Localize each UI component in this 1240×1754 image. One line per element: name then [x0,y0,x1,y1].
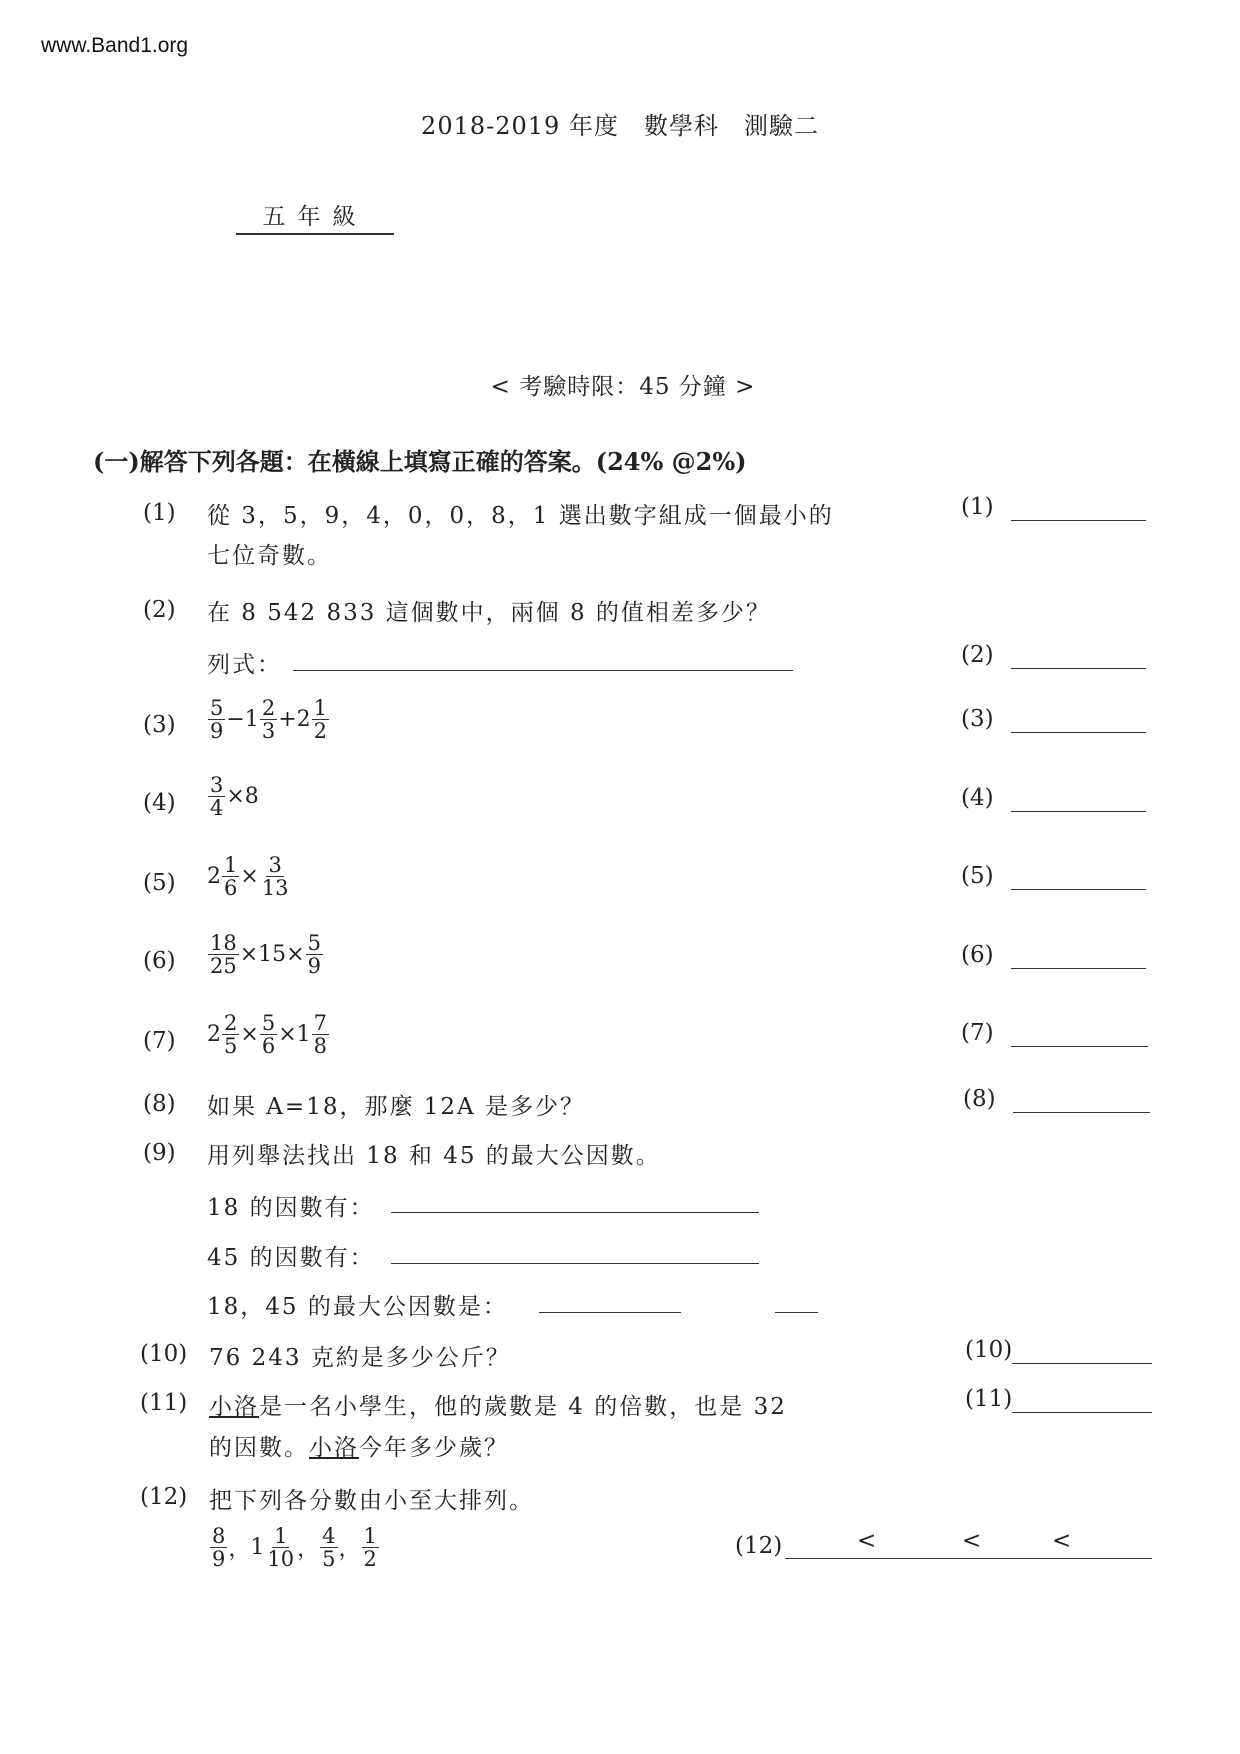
fraction [222,854,239,899]
denominator: 4 [210,796,224,821]
q2-answer-line[interactable] [1011,646,1146,669]
q12-text: 把下列各分數由小至大排列。 [209,1488,534,1514]
q11-text-line2 [209,1429,509,1462]
q7-expression [207,1012,330,1057]
numerator: 1 [313,696,327,720]
denominator: 2 [363,1547,377,1572]
q5-number: (5) [143,870,176,896]
denominator: 2 [313,719,327,744]
q11-text-pre: 的因數。 [209,1435,309,1461]
denominator: 25 [210,954,237,979]
q10-text: 76 243 克約是多少公斤？ [209,1345,511,1371]
q9-sub3-line-end [775,1290,818,1313]
denominator: 5 [224,1034,238,1059]
less-than-sign: < [1052,1528,1072,1554]
denominator: 3 [261,719,276,744]
q7-number: (7) [143,1028,176,1054]
q9-sub2-label: 45 的因數有： [207,1245,375,1271]
operator: ×8 [226,784,259,810]
numerator: 3 [210,773,224,797]
exam-title: 2018-2019 年度 數學科 測驗二 [421,112,819,140]
name-underlined: 小洛 [309,1435,359,1461]
q7-answer-label: (7) [961,1020,994,1046]
fraction [362,1525,379,1570]
numerator: 2 [224,1011,238,1035]
numerator: 7 [313,1011,327,1035]
denominator: 9 [212,1547,226,1572]
fraction [208,697,225,742]
q4-answer-label: (4) [961,785,994,811]
q2-text: 在 8 542 833 這個數中，兩個 8 的值相差多少？ [207,600,771,626]
denominator: 9 [210,719,224,744]
q6-answer-line[interactable] [1011,946,1146,969]
q11-number: (11) [140,1390,188,1416]
fraction [312,697,329,742]
q10-answer-line[interactable] [1012,1341,1152,1364]
less-than-sign: < [857,1528,877,1554]
q9-text: 用列舉法找出 18 和 45 的最大公因數。 [207,1143,661,1169]
fraction [260,697,277,742]
fraction [210,1525,227,1570]
fraction [306,932,323,977]
fraction [312,1012,329,1057]
q3-expression [207,697,330,742]
q2-formula-label: 列式： [207,652,282,678]
grade-label: 五年級 [236,198,394,235]
q8-answer-label: (8) [963,1086,996,1112]
q4-expression [207,774,259,819]
fraction [208,774,225,819]
numerator: 18 [210,931,237,955]
denominator: 9 [307,954,321,979]
section-heading: (一)解答下列各題：在橫線上填寫正確的答案。(24% @2%) [93,447,747,476]
q1-text: 從 3，5，9，4，0，0，8，1 選出數字組成一個最小的 [207,503,834,529]
q6-answer-label: (6) [961,942,994,968]
q4-number: (4) [143,790,176,816]
q3-answer-label: (3) [961,706,994,732]
numerator: 1 [363,1524,377,1548]
q3-answer-line[interactable] [1011,710,1146,733]
operator: × [240,864,259,890]
numerator: 5 [261,1011,276,1035]
q8-answer-line[interactable] [1013,1090,1150,1113]
q9-number: (9) [143,1140,176,1166]
q9-sub3-label: 18，45 的最大公因數是： [207,1294,508,1320]
numerator: 8 [212,1524,226,1548]
denominator: 13 [261,876,289,901]
whole-number: 2 [207,1022,221,1048]
q12-fractions [209,1525,380,1570]
q3-number: (3) [143,712,176,738]
fraction [260,854,291,899]
q8-number: (8) [143,1091,176,1117]
separator: ， [338,1537,361,1563]
q5-answer-line[interactable] [1011,867,1146,890]
less-than-sign: < [962,1528,982,1554]
q5-answer-label: (5) [961,863,994,889]
q12-number: (12) [140,1484,188,1510]
q10-number: (10) [140,1341,188,1367]
q4-answer-line[interactable] [1011,789,1146,812]
numerator: 3 [268,853,282,877]
numerator: 5 [210,696,224,720]
q11-text-rest: 今年多少歲？ [359,1435,509,1461]
denominator: 6 [261,1034,276,1059]
numerator: 5 [307,931,321,955]
numerator: 1 [274,1524,288,1548]
operator: ×15× [239,942,305,968]
denominator: 6 [224,876,238,901]
whole-number: 1 [250,1535,265,1561]
fraction [222,1012,239,1057]
q6-expression [207,932,324,977]
q11-text [209,1388,787,1421]
q9-sub1-label: 18 的因數有： [207,1195,375,1221]
operator: × [240,1022,259,1048]
fraction [265,1525,296,1570]
q9-sub2-line[interactable] [391,1241,759,1264]
q1-number: (1) [143,500,176,526]
whole-number: 2 [207,864,221,890]
name-underlined: 小洛 [209,1394,259,1420]
q9-sub3-line[interactable] [539,1290,681,1313]
operator: −1 [226,707,259,733]
q1-answer-label: (1) [961,494,994,520]
fraction [320,1525,337,1570]
watermark: www.Band1.org [41,34,189,57]
fraction [208,932,239,977]
denominator: 8 [313,1034,327,1059]
q11-answer-label: (11) [965,1386,1013,1412]
q2-formula-line[interactable] [293,648,793,671]
denominator: 5 [322,1547,336,1572]
separator: ， [228,1537,251,1563]
q7-answer-line[interactable] [1011,1024,1148,1047]
q9-sub1-line[interactable] [391,1190,759,1213]
q2-number: (2) [143,597,176,623]
operator: ×1 [278,1022,311,1048]
fraction [260,1012,277,1057]
q12-answer-label: (12) [735,1533,783,1559]
operator: +2 [278,707,311,733]
q1-answer-line[interactable] [1011,498,1146,521]
numerator: 2 [261,696,276,720]
separator: ， [297,1537,320,1563]
q10-answer-label: (10) [965,1337,1013,1363]
q11-text-rest: 是一名小學生，他的歲數是 4 的倍數，也是 32 [259,1394,787,1420]
q11-answer-line[interactable] [1012,1390,1152,1413]
q2-answer-label: (2) [961,642,994,668]
q8-text: 如果 A=18，那麼 12A 是多少？ [207,1094,585,1120]
q5-expression [207,854,292,899]
time-limit: < 考驗時限：45 分鐘 > [490,374,756,400]
denominator: 10 [267,1547,295,1572]
q1-text-line2: 七位奇數。 [207,543,332,569]
numerator: 4 [322,1524,336,1548]
q6-number: (6) [143,948,176,974]
numerator: 1 [224,853,238,877]
